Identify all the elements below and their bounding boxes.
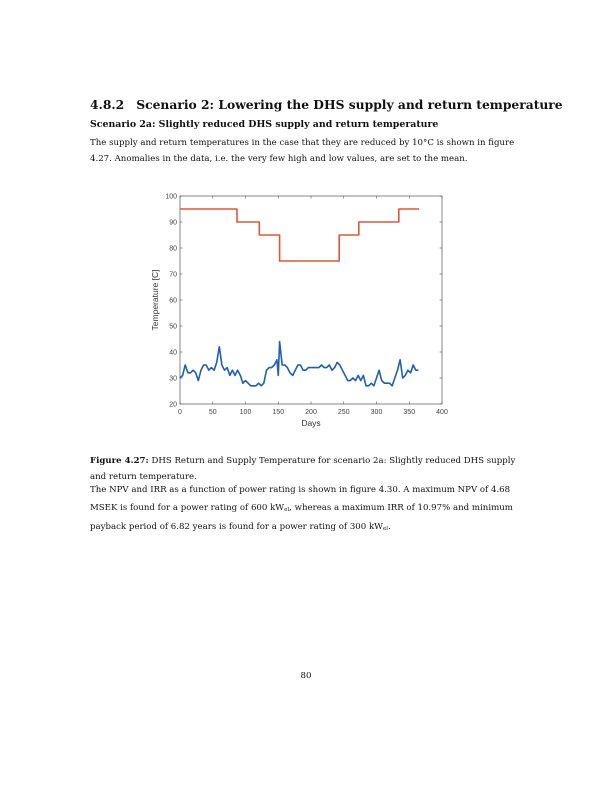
page-number: 80: [300, 671, 312, 681]
x-tick-label: 200: [305, 409, 317, 416]
y-axis-label: Temperature [C]: [150, 269, 160, 331]
section-title: Scenario 2: Lowering the DHS supply and return temperature: [136, 97, 563, 112]
x-axis-label: Days: [301, 418, 321, 428]
section-heading: [90, 97, 563, 112]
results-text-2: , whereas a maximum IRR of 10.97% and minimum payback period of 6.82 years is found for a power rating of 300 kW: [90, 502, 513, 532]
y-tick-label: 20: [169, 401, 177, 409]
subsection-heading: Scenario 2a: Slightly reduced DHS supply and return temperature: [90, 119, 439, 130]
results-text-3: .: [388, 522, 391, 532]
figure-label: Figure 4.27:: [90, 456, 149, 466]
x-tick-label: 50: [208, 409, 217, 416]
y-tick-label: 90: [169, 219, 177, 227]
y-tick-label: 80: [169, 245, 177, 253]
results-text-1: The NPV and IRR as a function of power rating is shown in figure 4.30. A maximum NPV of 4.68 MSEK is found for a power rating of 600 kW: [90, 485, 511, 513]
x-tick-label: 400: [436, 409, 448, 416]
x-tick-label: 250: [337, 409, 350, 416]
figure-caption: [90, 454, 522, 485]
x-tick-label: 0: [178, 409, 182, 416]
y-tick-label: 40: [169, 349, 177, 357]
y-tick-label: 60: [169, 297, 177, 305]
y-tick-label: 50: [169, 323, 177, 331]
y-tick-label: 30: [169, 375, 177, 383]
x-tick-label: 300: [370, 409, 383, 416]
x-tick-label: 150: [272, 409, 285, 416]
subscript-el: el: [284, 506, 290, 513]
figure-caption-text: DHS Return and Supply Temperature for scenario 2a: Slightly reduced DHS supply and return temperature.: [90, 456, 516, 482]
results-paragraph: [90, 482, 522, 539]
x-tick-label: 100: [239, 409, 252, 416]
subscript-el: el: [383, 526, 389, 532]
y-tick-label: 100: [165, 193, 177, 201]
intro-paragraph: The supply and return temperatures in the case that they are reduced by 10°C is shown in figure 4.27. Anomalies in the data, i.e. the very few high and low values, are set to the mean.: [90, 138, 515, 164]
section-number: 4.8.2: [90, 97, 125, 112]
x-tick-label: 350: [403, 409, 416, 416]
temperature-chart: [140, 185, 460, 435]
y-tick-label: 70: [169, 271, 177, 279]
